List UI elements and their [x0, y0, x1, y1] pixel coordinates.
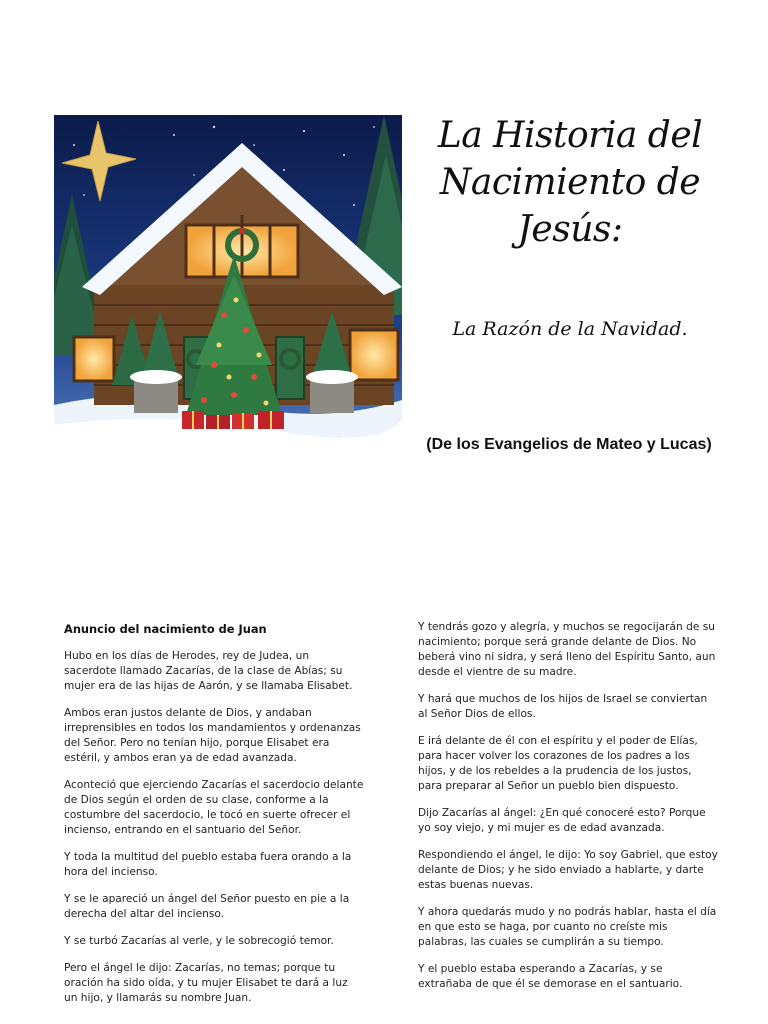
document-subtitle: La Razón de la Navidad. [452, 318, 688, 340]
paragraph: Y se le apareció un ángel del Señor puesto en pie a la derecha del altar del incienso. [64, 893, 350, 920]
cover-illustration [54, 115, 402, 465]
paragraph: Respondiendo el ángel, le dijo: Yo soy Gabriel, que estoy delante de Dios; y he sido enviado a hablarte, y darte estas buenas nuevas. [418, 849, 718, 891]
paragraph: Y toda la multitud del pueblo estaba fuera orando a la hora del incienso. [64, 851, 352, 878]
watermark-text: Artguru [338, 432, 390, 447]
paragraph: Dijo Zacarías al ángel: ¿En qué conoceré esto? Porque yo soy viejo, y mi mujer es de edad avanzada. [418, 807, 706, 834]
paragraph: Y ahora quedarás mudo y no podrás hablar, hasta el día en que esto se haga, por cuanto no creíste mis palabras, las cuales se cumplirán a su tiempo. [418, 906, 717, 948]
paragraph: Hubo en los días de Herodes, rey de Judea, un sacerdote llamado Zacarías, de la clase de Abías; su mujer era de las hijas de Aarón, y se llamaba Elisabet. [64, 650, 353, 692]
paragraph: Y hará que muchos de los hijos de Israel se conviertan al Señor Dios de ellos. [418, 693, 708, 720]
title-block [420, 112, 720, 253]
paragraph: Y se turbó Zacarías al verle, y le sobrecogió temor. [64, 935, 334, 947]
paragraph: Y el pueblo estaba esperando a Zacarías, y se extrañaba de que él se demorase en el santuario. [418, 963, 683, 990]
paragraph: Y tendrás gozo y alegría, y muchos se regocijarán de su nacimiento; porque será grande delante de Dios. No beberá vino ni sidra, y será lleno del Espíritu Santo, aun desde el vientre de su madre. [418, 621, 716, 678]
left-column [64, 622, 364, 1018]
section-heading: Anuncio del nacimiento de Juan [64, 622, 267, 636]
right-column [418, 620, 718, 1004]
paragraph: E irá delante de él con el espíritu y el poder de Elías, para hacer volver los corazones de los padres a los hijos, y de los rebeldes a la prudencia de los justos, para preparar al Señor un pueblo bien dispuesto. [418, 735, 698, 792]
paragraph: Pero el ángel le dijo: Zacarías, no temas; porque tu oración ha sido oída, y tu mujer Elisabet te dará a luz un hijo, y llamarás su nombre Juan. [64, 962, 348, 1004]
paragraph: Ambos eran justos delante de Dios, y andaban irreprensibles en todos los mandamientos y ordenanzas del Señor. Pero no tenían hijo, porque Elisabet era estéril, y ambos eran ya de edad avanzada. [64, 707, 361, 764]
source-line: (De los Evangelios de Mateo y Lucas) [426, 436, 712, 453]
document-title: La Historia del Nacimiento de Jesús: [437, 115, 703, 250]
paragraph: Aconteció que ejerciendo Zacarías el sacerdocio delante de Dios según el orden de su clase, conforme a la costumbre del sacerdocio, le tocó en suerte ofrecer el incienso, entrando en el santuario del Señor. [64, 779, 364, 836]
christmas-cabin-image [54, 115, 402, 465]
